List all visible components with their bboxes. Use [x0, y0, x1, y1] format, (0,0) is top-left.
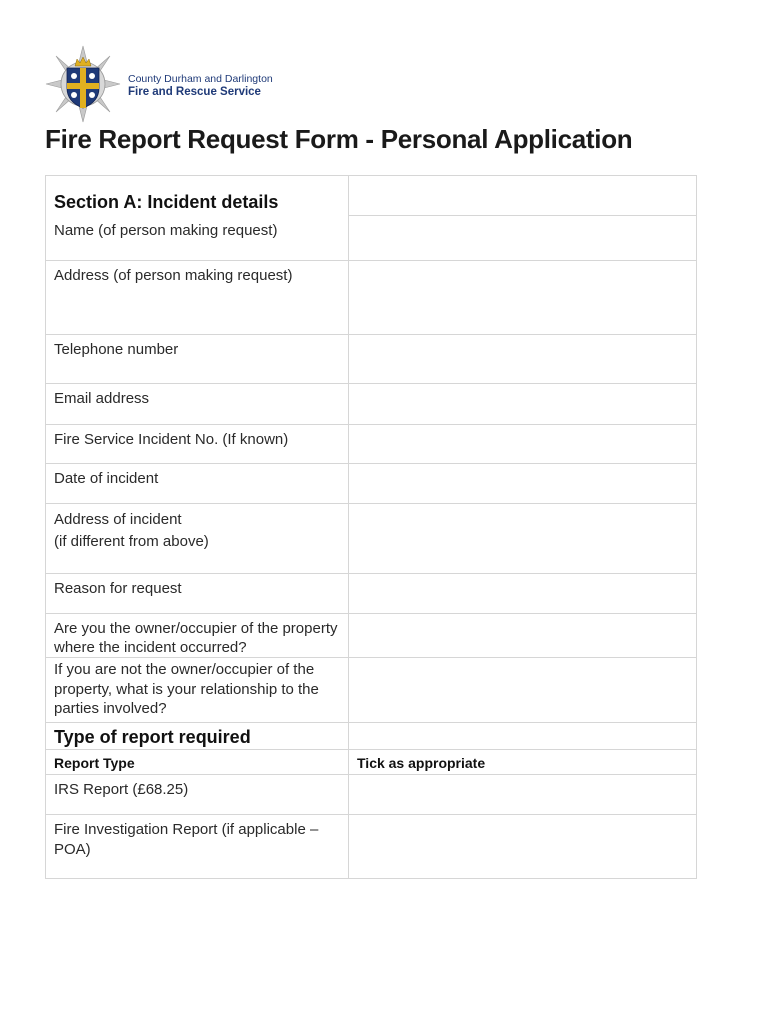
form-row-relationship	[46, 658, 697, 723]
report-type-header-row	[46, 750, 697, 775]
field-label-incident-date: Date of incident	[46, 464, 349, 504]
org-name-line2: Fire and Rescue Service	[128, 86, 261, 98]
report-row-fire-investigation	[46, 815, 697, 879]
section-a-heading-row	[46, 176, 697, 216]
field-label-telephone: Telephone number	[46, 335, 349, 384]
field-input-incident-number[interactable]	[349, 425, 697, 464]
field-input-owner-occupier[interactable]	[349, 614, 697, 658]
report-tick-irs[interactable]	[349, 775, 697, 815]
form-row-name	[46, 216, 697, 261]
field-label-incident-address	[46, 504, 349, 574]
field-label-incident-address-line1: Address of incident	[54, 511, 182, 528]
field-input-incident-address[interactable]	[349, 504, 697, 574]
field-input-incident-date[interactable]	[349, 464, 697, 504]
field-input-relationship[interactable]	[349, 658, 697, 723]
report-type-heading-value-cell	[349, 723, 697, 750]
fire-service-logo	[44, 44, 274, 124]
form-row-owner-occupier	[46, 614, 697, 658]
section-a-heading: Section A: Incident details	[46, 176, 349, 216]
column-header-report-type: Report Type	[46, 750, 349, 775]
report-label-fire-investigation: Fire Investigation Report (if applicable – POA)	[46, 815, 349, 879]
form-row-incident-date	[46, 464, 697, 504]
field-label-relationship: If you are not the owner/occupier of the property, what is your relationship to the parties involved?	[46, 658, 349, 723]
report-type-heading: Type of report required	[46, 723, 349, 750]
report-label-irs: IRS Report (£68.25)	[46, 775, 349, 815]
fire-service-crest-icon	[44, 44, 122, 124]
section-a-heading-value-cell	[349, 176, 697, 216]
column-header-tick: Tick as appropriate	[349, 750, 697, 775]
form-row-reason	[46, 574, 697, 614]
field-input-address[interactable]	[349, 261, 697, 335]
request-form-table	[45, 175, 697, 879]
field-label-name: Name (of person making request)	[46, 216, 349, 261]
organisation-name	[128, 73, 273, 99]
field-label-incident-address-line2: (if different from above)	[54, 533, 209, 550]
report-type-heading-row	[46, 723, 697, 750]
field-label-address: Address (of person making request)	[46, 261, 349, 335]
field-label-incident-number: Fire Service Incident No. (If known)	[46, 425, 349, 464]
report-tick-fire-investigation[interactable]	[349, 815, 697, 879]
field-input-name[interactable]	[349, 216, 697, 261]
field-label-reason: Reason for request	[46, 574, 349, 614]
form-row-address	[46, 261, 697, 335]
field-label-email: Email address	[46, 384, 349, 425]
field-label-owner-occupier: Are you the owner/occupier of the property where the incident occurred?	[46, 614, 349, 658]
form-row-incident-number	[46, 425, 697, 464]
form-row-telephone	[46, 335, 697, 384]
form-row-incident-address	[46, 504, 697, 574]
page-title: Fire Report Request Form - Personal Application	[45, 124, 633, 154]
org-name-line1: County Durham and Darlington	[128, 73, 273, 85]
report-row-irs	[46, 775, 697, 815]
field-input-telephone[interactable]	[349, 335, 697, 384]
field-input-reason[interactable]	[349, 574, 697, 614]
field-input-email[interactable]	[349, 384, 697, 425]
form-row-email	[46, 384, 697, 425]
